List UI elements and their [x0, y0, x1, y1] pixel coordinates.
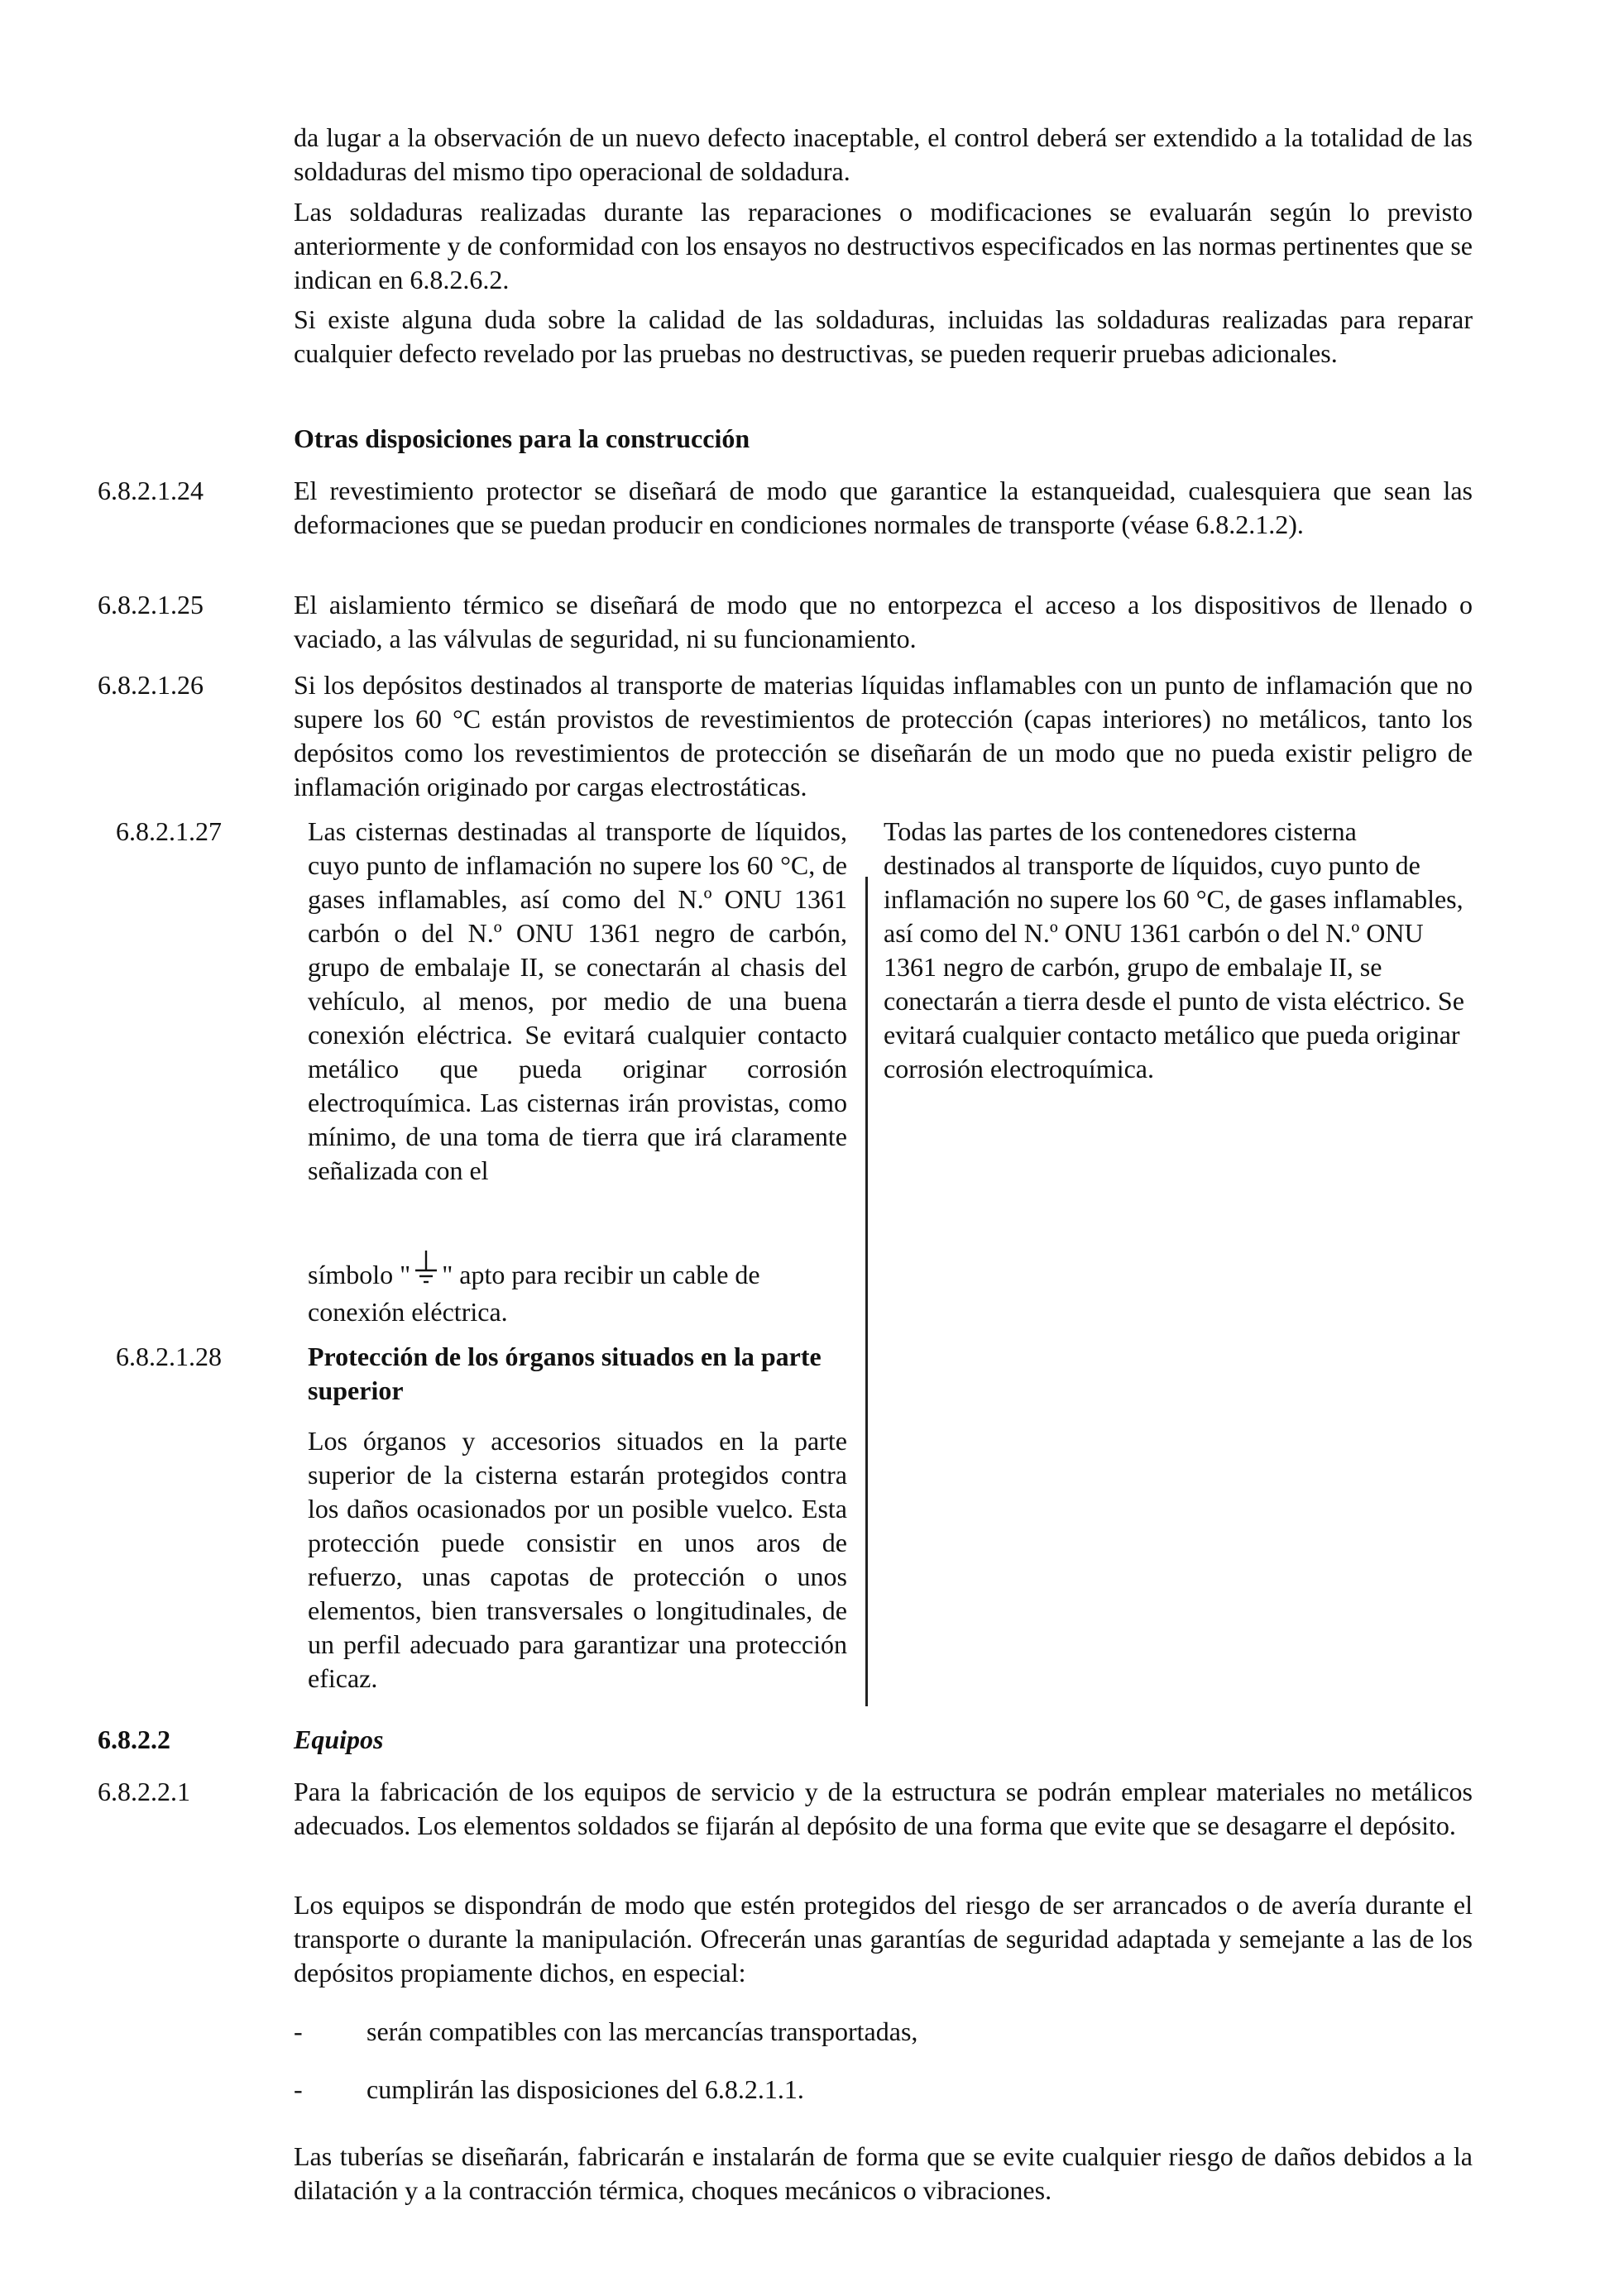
column-divider	[865, 877, 868, 1706]
section-text-27-right: Todas las partes de los contenedores cisterna destinados al transporte de líquidos, cuyo punto de inflamación no supere los 60 °C, de gases inflamables, así como del N.º ONU 1361 carbón o del N.º ONU 1361 negro de carbón, grupo de embalaje II, se conectarán a tierra desde el punto de vista eléctrico. Se evitará cualquier contacto metálico que pueda originar corrosión electroquímica.	[884, 816, 1464, 1083]
symbol-text-before: símbolo "	[308, 1260, 411, 1289]
section-number-25: 6.8.2.1.25	[98, 590, 204, 619]
section-text-26: Si los depósitos destinados al transporte de materias líquidas inflamables con un punto de inflamación que no supere los 60 °C están provistos de revestimientos de protección (capas interiores) no metálicos, tanto los depósitos como los revestimientos de protección se diseñarán de un modo que no pueda existir peligro de inflamación originado por cargas electrostáticas.	[294, 670, 1473, 801]
section-title-equipos: Equipos	[294, 1724, 384, 1754]
section-number-26: 6.8.2.1.26	[98, 670, 204, 700]
list-item: serán compatibles con las mercancías transportadas,	[366, 2016, 918, 2046]
section-number-equipos: 6.8.2.2	[98, 1724, 170, 1754]
bullet-marker: -	[294, 2074, 303, 2104]
intro-paragraph-3: Si existe alguna duda sobre la calidad de las soldaduras, incluidas las soldaduras realizadas para reparar cualquier defecto revelado por las pruebas no destructivas, se pueden requerir pruebas adicionales.	[294, 304, 1473, 368]
section-number-2-1: 6.8.2.2.1	[98, 1777, 190, 1806]
section-number-27: 6.8.2.1.27	[116, 816, 222, 846]
section-text-2-1-p1: Para la fabricación de los equipos de servicio y de la estructura se podrán emplear materiales no metálicos adecuados. Los elementos soldados se fijarán al depósito de una forma que evite que se desagarre el depósito.	[294, 1777, 1473, 1840]
symbol-text-after: " apto para recibir un cable de conexión eléctrica.	[308, 1260, 760, 1327]
ground-symbol-icon	[414, 1251, 438, 1295]
section-text-24: El revestimiento protector se diseñará de modo que garantice la estanqueidad, cualesquiera que sean las deformaciones que se puedan producir en condiciones normales de transporte (véase 6.8.2.1.2).	[294, 476, 1473, 539]
intro-paragraph-1: da lugar a la observación de un nuevo defecto inaceptable, el control deberá ser extendido a la totalidad de las soldaduras del mismo tipo operacional de soldadura.	[294, 122, 1473, 186]
section-text-28: Los órganos y accesorios situados en la parte superior de la cisterna estarán protegidos contra los daños ocasionados por un posible vuelco. Esta protección puede consistir en unos aros de refuerzo, unas capotas de protección o unos elementos, bien transversales o longitudinales, de un perfil adecuado para garantizar una protección eficaz.	[308, 1426, 847, 1693]
section-text-25: El aislamiento térmico se diseñará de modo que no entorpezca el acceso a los dispositivos de llenado o vaciado, a las válvulas de seguridad, ni su funcionamiento.	[294, 590, 1473, 653]
section-title-28: Protección de los órganos situados en la parte superior	[308, 1342, 822, 1405]
intro-paragraph-2: Las soldaduras realizadas durante las reparaciones o modificaciones se evaluarán según lo previsto anteriormente y de conformidad con los ensayos no destructivos especificados en las normas pertinentes que se indican en 6.8.2.6.2.	[294, 197, 1473, 294]
section-text-2-1-p3: Las tuberías se diseñarán, fabricarán e instalarán de forma que se evite cualquier riesgo de daños debidos a la dilatación y a la contracción térmica, choques mecánicos o vibraciones.	[294, 2141, 1473, 2205]
section-number-24: 6.8.2.1.24	[98, 476, 204, 505]
section-number-28: 6.8.2.1.28	[116, 1342, 222, 1371]
list-item: cumplirán las disposiciones del 6.8.2.1.1.	[366, 2074, 804, 2104]
section-heading-otras-disposiciones: Otras disposiciones para la construcción	[294, 423, 750, 453]
section-text-27-left: Las cisternas destinadas al transporte de líquidos, cuyo punto de inflamación no supere los 60 °C, de gases inflamables, así como del N.º ONU 1361 carbón o del N.º ONU 1361 negro de carbón, grupo de embalaje II, se conectarán al chasis del vehículo, al menos, por medio de una buena conexión eléctrica. Se evitará cualquier contacto metálico que pueda originar corrosión electroquímica. Las cisternas irán provistas, como mínimo, de una toma de tierra que irá claramente señalizada con el	[308, 816, 847, 1185]
ground-symbol-line	[308, 1251, 847, 1329]
bullet-marker: -	[294, 2016, 303, 2046]
section-text-2-1-p2: Los equipos se dispondrán de modo que estén protegidos del riesgo de ser arrancados o de avería durante el transporte o durante la manipulación. Ofrecerán unas garantías de seguridad adaptada y semejante a las de los depósitos propiamente dichos, en especial:	[294, 1890, 1473, 1987]
